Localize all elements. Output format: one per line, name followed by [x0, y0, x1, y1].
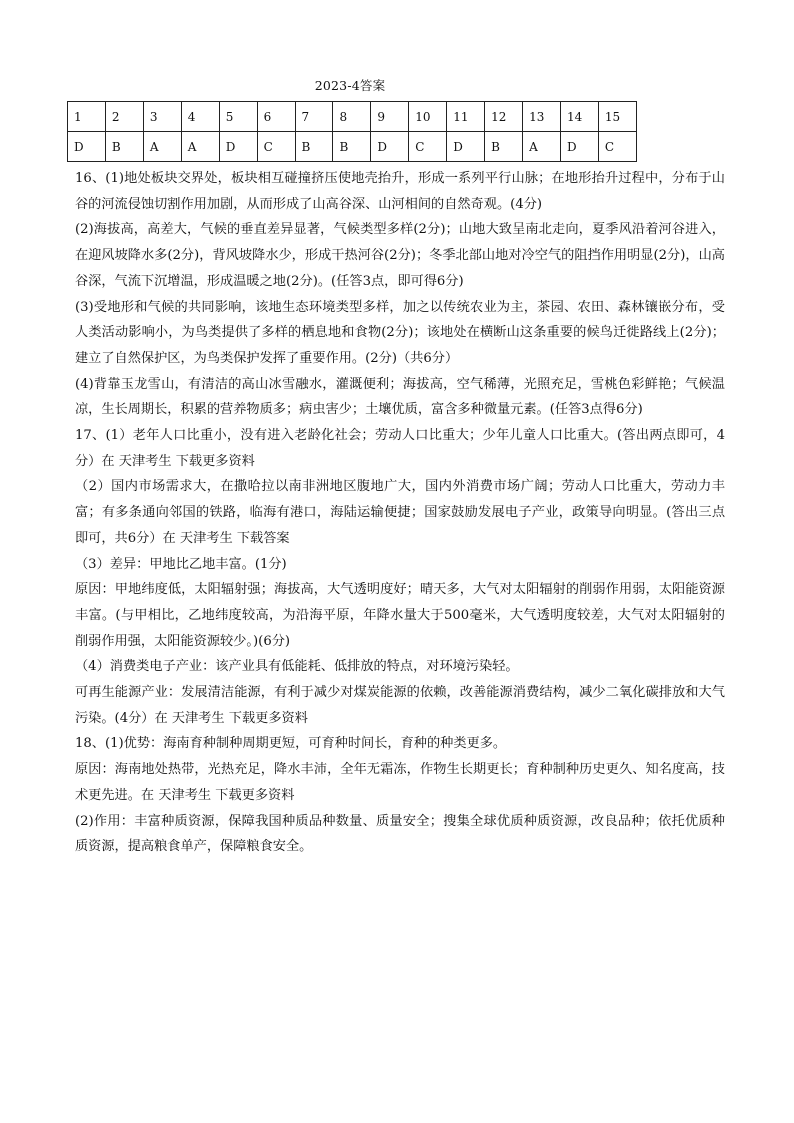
answer-table: [67, 101, 637, 162]
answer-17-4-renewable: 可再生能源产业：发展清洁能源，有利于减少对煤炭能源的依赖，改善能源消费结构，减少二氧化碳排放和大气污染。(4分）在 天津考生 下载更多资料: [75, 685, 725, 726]
answer-17-3-reason: 原因：甲地纬度低，太阳辐射强；海拔高，大气透明度好；晴天多，大气对太阳辐射的削弱作用弱，太阳能资源丰富。(与甲相比，乙地纬度较高，为沿海平原，年降水量大于500毫米，大气透明度较差，大气对太阳辐射的削弱作用强，太阳能资源较少。)(6分): [75, 582, 725, 649]
page-title: 2023-4答案: [314, 78, 386, 93]
answer-16-4: (4)背靠玉龙雪山，有清洁的高山冰雪融水，灌溉便利；海拔高，空气稀薄，光照充足，雪桃色彩鲜艳；气候温凉，生长周期长，积累的营养物质多；病虫害少；土壤优质，富含多种微量元素。(任答3点得6分): [75, 376, 725, 418]
question-number-row: [68, 102, 637, 132]
answer-letter-row: [68, 132, 637, 162]
answer-16-3: (3)受地形和气候的共同影响，该地生态环境类型多样，加之以传统农业为主，茶园、农田、森林镶嵌分布，受人类活动影响小，为鸟类提供了多样的栖息地和食物(2分)；该地处在横断山这条重要的候鸟迁徙路线上(2分)；建立了自然保护区，为鸟类保护发挥了重要作用。(2分)（共6分）: [75, 299, 725, 366]
answer-17-1: 17、(1）老年人口比重小，没有进入老龄化社会；劳动人口比重大；少年儿童人口比重大。(答出两点即可，4分）在 天津考生 下载更多资料: [75, 428, 725, 469]
table-cell: A: [143, 132, 181, 162]
answer-18-2: (2)作用：丰富种质资源，保障我国种质品种数量、质量安全；搜集全球优质种质资源，改良品种；依托优质种质资源，提高粮食单产，保障粮食安全。: [75, 813, 725, 855]
table-cell: 15: [598, 102, 636, 132]
table-cell: 12: [485, 102, 523, 132]
answer-18-1-reason: 原因：海南地处热带，光热充足，降水丰沛，全年无霜冻，作物生长期更长；育种制种历史更久、知名度高，技术更先进。在 天津考生 下载更多资料: [75, 762, 725, 803]
table-cell: 1: [68, 102, 106, 132]
table-cell: D: [560, 132, 598, 162]
answer-content: [75, 166, 725, 860]
answer-18-1-advantage: 18、(1)优势：海南育种制种周期更短，可育种时间长，育种的种类更多。: [75, 736, 507, 752]
table-cell: B: [105, 132, 143, 162]
table-cell: 5: [219, 102, 257, 132]
answer-16-2: (2)海拔高，高差大，气候的垂直差异显著，气候类型多样(2分)；山地大致呈南北走向，夏季风沿着河谷进入，在迎风坡降水多(2分)，背风坡降水少，形成干热河谷(2分)；冬季北部山地对冷空气的阻挡作用明显(2分)，山高谷深，气流下沉增温，形成温暖之地(2分)。(任答3点，即可得6分): [75, 222, 725, 289]
table-cell: D: [447, 132, 485, 162]
answer-16-1: 16、(1)地处板块交界处，板块相互碰撞挤压使地壳抬升，形成一系列平行山脉；在地形抬升过程中，分布于山谷的河流侵蚀切割作用加剧，从而形成了山高谷深、山河相间的自然奇观。(4分): [75, 171, 725, 212]
table-cell: A: [523, 132, 561, 162]
answer-17-3-difference: （3）差异：甲地比乙地丰富。(1分): [75, 556, 287, 572]
table-cell: B: [485, 132, 523, 162]
table-cell: D: [371, 132, 409, 162]
table-cell: D: [219, 132, 257, 162]
table-cell: B: [295, 132, 333, 162]
table-cell: C: [257, 132, 295, 162]
table-cell: D: [68, 132, 106, 162]
table-cell: C: [598, 132, 636, 162]
answer-17-4-electronics: （4）消费类电子产业：该产业具有低能耗、低排放的特点，对环境污染轻。: [75, 659, 519, 675]
table-cell: 10: [409, 102, 447, 132]
table-cell: 9: [371, 102, 409, 132]
table-cell: B: [333, 132, 371, 162]
table-cell: 13: [523, 102, 561, 132]
table-cell: 4: [181, 102, 219, 132]
table-cell: C: [409, 132, 447, 162]
table-cell: 2: [105, 102, 143, 132]
table-cell: 8: [333, 102, 371, 132]
table-cell: 3: [143, 102, 181, 132]
table-cell: 6: [257, 102, 295, 132]
table-cell: 14: [560, 102, 598, 132]
answer-17-2: （2）国内市场需求大，在撒哈拉以南非洲地区腹地广大，国内外消费市场广阔；劳动人口比重大，劳动力丰富；有多条通向邻国的铁路，临海有港口，海陆运输便捷；国家鼓励发展电子产业，政策导向明显。(答出三点即可，共6分）在 天津考生 下载答案: [75, 479, 725, 546]
table-cell: 11: [447, 102, 485, 132]
table-cell: A: [181, 132, 219, 162]
table-cell: 7: [295, 102, 333, 132]
